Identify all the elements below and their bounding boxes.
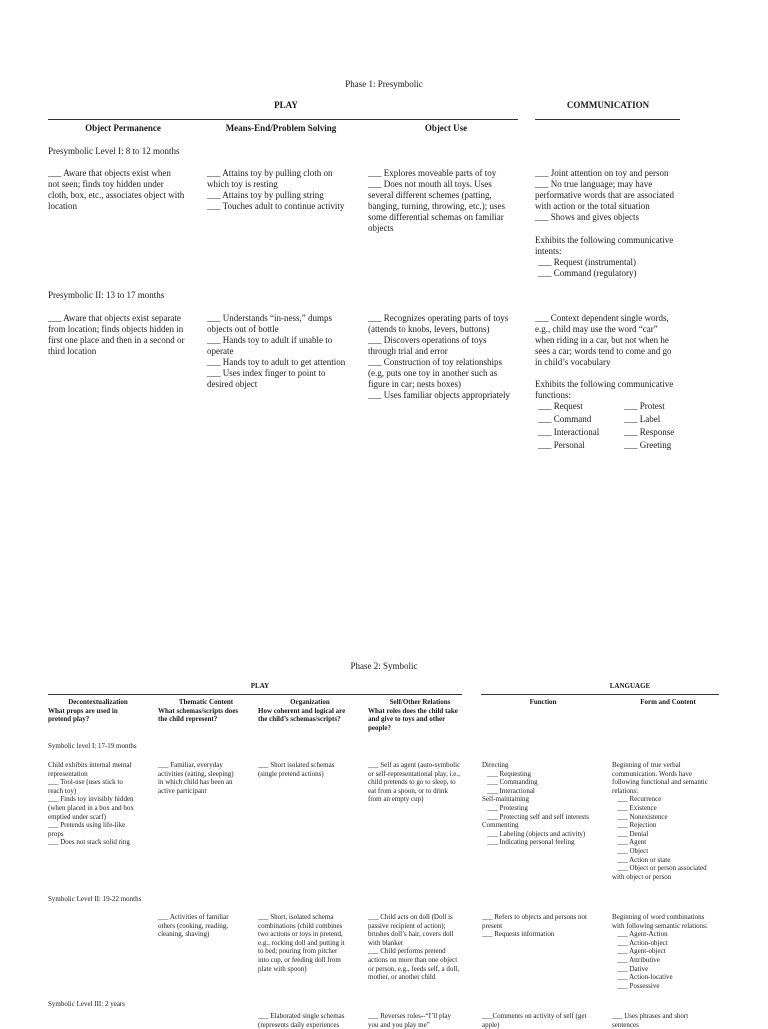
text-line: ___ Attains toy by pulling cloth on bbox=[207, 168, 333, 178]
text-line: communication. Words have bbox=[612, 769, 692, 778]
text-line: ___ Labeling (objects and activity) bbox=[482, 829, 586, 838]
function-checklist-item: ___ Label bbox=[624, 414, 661, 424]
col-head-function: Function bbox=[529, 698, 557, 706]
function-checklist-item: ___ Greeting bbox=[624, 440, 672, 450]
col-head-organization: Organization How coherent and logical are the child’s schemas/scripts? bbox=[258, 698, 366, 724]
text-line: ___ Object bbox=[612, 846, 649, 855]
text-line: combinations (child combines bbox=[258, 921, 343, 930]
text-line: ___ Activities of familiar bbox=[158, 913, 229, 921]
text-line: Exhibits the following communicative bbox=[535, 379, 674, 389]
text-line: ___ Uses phrases and short bbox=[612, 1012, 689, 1020]
text-line: ___ Denial bbox=[612, 829, 649, 838]
text-line: performative words that are associated bbox=[535, 190, 674, 200]
phase2-level1-form-content bbox=[612, 761, 732, 881]
phase1-level1-communication bbox=[535, 168, 695, 223]
text-line: ___ Command (regulatory) bbox=[538, 268, 637, 278]
phase1-level2-functions-intro bbox=[535, 379, 695, 401]
text-line: ___ Agent-object bbox=[612, 947, 666, 956]
text-line: pretend play? bbox=[48, 715, 90, 724]
text-line: sentences bbox=[612, 1020, 639, 1029]
text-line: first one place and then in a second or bbox=[48, 335, 185, 345]
text-line: you and you play me” bbox=[368, 1020, 430, 1029]
text-line: ___ Touches adult to continue activity bbox=[207, 201, 345, 211]
text-line: ___ Agent-Action bbox=[612, 930, 668, 939]
text-line: ___ Finds toy invisibly hidden bbox=[48, 795, 134, 804]
text-line: Beginning of true verbal bbox=[612, 761, 681, 769]
text-line: ___ Attains toy by pulling string bbox=[207, 190, 324, 200]
phase2-level3-form-content bbox=[612, 1012, 732, 1029]
text-line: ___ Action-locative bbox=[612, 973, 673, 982]
phase2-play-rule bbox=[48, 694, 462, 695]
text-line: ___ Interactional bbox=[482, 786, 535, 795]
text-line: ___ Familiar, everyday bbox=[158, 761, 223, 769]
text-line: third location bbox=[48, 346, 97, 356]
phase1-level2-label: Presymbolic II: 13 to 17 months bbox=[48, 290, 165, 300]
text-line: brushes doll’s hair, covers doll bbox=[368, 930, 454, 939]
text-line: when riding in a car, but not when he bbox=[535, 335, 669, 345]
text-line: props bbox=[48, 829, 64, 838]
function-checklist-item: ___ Protest bbox=[624, 401, 665, 411]
text-line: with object or person bbox=[612, 872, 672, 881]
phase1-level1-object-use bbox=[368, 168, 528, 234]
text-line: others (cooking, reading, bbox=[158, 921, 228, 930]
function-checklist-item: ___ Request bbox=[538, 401, 583, 411]
phase2-level2-thematic-content bbox=[158, 913, 258, 939]
text-line: apple) bbox=[482, 1020, 500, 1029]
text-line: ___ Pretends using life-like bbox=[48, 821, 126, 830]
phase1-level1-intents bbox=[538, 257, 698, 279]
text-line: ___ Commanding bbox=[482, 778, 538, 787]
text-line: ___ Discovers operations of toys bbox=[368, 335, 487, 345]
text-line: the child’s schemas/scripts? bbox=[258, 715, 341, 724]
text-line: ___ Action or state bbox=[612, 855, 671, 864]
phase1-play-heading: PLAY bbox=[274, 100, 298, 110]
text-line: ___ Existence bbox=[612, 803, 657, 812]
text-line: ___ Action-object bbox=[612, 938, 668, 947]
text-line: Commenting bbox=[482, 821, 519, 830]
text-line: ___ Protecting self and self interests bbox=[482, 812, 589, 821]
col-head-form-and-content: Form and Content bbox=[640, 698, 696, 706]
text-line: objects bbox=[368, 223, 394, 233]
text-line: active participant bbox=[158, 786, 207, 795]
text-line: How coherent and logical are bbox=[258, 706, 346, 715]
text-line: sees a car; words tend to come and go bbox=[535, 346, 672, 356]
text-line: ___ Requests information bbox=[482, 930, 555, 939]
text-line: ___ Protesting bbox=[482, 803, 528, 812]
text-line: not seen; finds toy hidden under bbox=[48, 179, 164, 189]
col-head-self-other-relations: Self/Other Relations What roles does the child take and give to toys and other people? bbox=[368, 698, 476, 732]
text-line: ___ Recognizes operating parts of toys bbox=[368, 313, 509, 323]
text-line: from location; finds objects hidden in bbox=[48, 324, 184, 334]
text-line: with following semantic relations: bbox=[612, 921, 708, 930]
phase1-level2-object-use bbox=[368, 313, 528, 401]
text-line: ___ Agent bbox=[612, 838, 647, 847]
text-line: ___ Aware that objects exist when bbox=[48, 168, 171, 178]
text-line: two actions or toys in pretend, bbox=[258, 930, 343, 939]
function-checklist-item: ___ Command bbox=[538, 414, 592, 424]
text-line: relations: bbox=[612, 786, 639, 795]
text-line: ___ Short isolated schemas bbox=[258, 761, 335, 769]
text-line: ___Comments on activity of self (get bbox=[482, 1012, 587, 1020]
text-line: (represents daily experiences bbox=[258, 1020, 340, 1029]
text-line: ___ Request (instrumental) bbox=[538, 257, 636, 267]
function-checklist-item: ___ Personal bbox=[538, 440, 585, 450]
phase2-language-rule bbox=[481, 694, 719, 695]
col-head-object-permanence: Object Permanence bbox=[85, 123, 161, 133]
text-line: operate bbox=[207, 346, 234, 356]
text-line: ___ Joint attention on toy and person bbox=[535, 168, 669, 178]
phase1-level2-functions bbox=[538, 401, 704, 451]
text-line: Exhibits the following communicative bbox=[535, 235, 674, 245]
text-line: activities (eating, sleeping) bbox=[158, 769, 234, 778]
phase1-communication-rule bbox=[535, 119, 680, 120]
text-line: from an empty cup) bbox=[368, 795, 424, 804]
text-line: ___ Rejection bbox=[612, 821, 657, 830]
text-line: ___ Uses familiar objects appropriately bbox=[368, 390, 510, 400]
text-line: or person, e.g., feeds self, a doll, bbox=[368, 964, 459, 973]
phase2-level2-organization bbox=[258, 913, 366, 973]
phase2-level1-thematic-content bbox=[158, 761, 258, 795]
text-line: figure in car; nests boxes) bbox=[368, 379, 461, 389]
text-line: ___ Elaborated single schemas bbox=[258, 1012, 345, 1020]
text-line: with action or the total situation bbox=[535, 201, 650, 211]
text-line: Self-maintaining bbox=[482, 795, 530, 804]
text-line: (attends to knobs, levers, buttons) bbox=[368, 324, 490, 334]
col-head-thematic-content: Thematic Content What schemas/scripts does the child represent? bbox=[158, 698, 258, 724]
phase2-level1-decontextualization bbox=[48, 761, 156, 847]
text-line: ___ Reverses roles--“I’ll play bbox=[368, 1012, 451, 1020]
text-line: ___ Child acts on doll (Doll is bbox=[368, 913, 453, 921]
text-line: ___ Hands toy to adult if unable to bbox=[207, 335, 333, 345]
text-line: What props are used in bbox=[48, 706, 118, 715]
text-line: ___ Understands “in-ness,” dumps bbox=[207, 313, 332, 323]
text-line: (single pretend actions) bbox=[258, 769, 324, 778]
text-line: some differential schemas on familiar bbox=[368, 212, 504, 222]
text-line: ___ Requesting bbox=[482, 769, 531, 778]
phase2-level2-self-other bbox=[368, 913, 478, 982]
text-line: mother, or another child bbox=[368, 973, 436, 982]
text-line: ___ Aware that objects exist separate bbox=[48, 313, 181, 323]
phase1-level1-intents-intro bbox=[535, 235, 695, 257]
text-line: in which child has been an bbox=[158, 778, 233, 787]
phase2-level1-self-other bbox=[368, 761, 478, 804]
phase2-level1-label: Symbolic level I: 17-19 months bbox=[48, 742, 137, 750]
phase1-level1-means-end bbox=[207, 168, 362, 212]
phase2-level3-self-other bbox=[368, 1012, 478, 1029]
phase2-level2-function bbox=[482, 913, 610, 939]
text-line: several different schemes (patting, bbox=[368, 190, 492, 200]
text-line: ___ Tool-use (uses stick to bbox=[48, 778, 123, 787]
text-line: What roles does the child take bbox=[368, 706, 458, 715]
text-line: ___ Indicating personal feeling bbox=[482, 838, 575, 847]
text-line: ___ Refers to objects and persons not bbox=[482, 913, 587, 921]
text-line: ___ Self as agent (auto-symbolic bbox=[368, 761, 461, 769]
col-head-means-end: Means-End/Problem Solving bbox=[225, 123, 337, 133]
phase1-play-rule bbox=[48, 119, 518, 120]
text-line: which toy is resting bbox=[207, 179, 278, 189]
text-line: Beginning of word combinations bbox=[612, 913, 705, 921]
phase2-title: Phase 2: Symbolic bbox=[350, 661, 418, 671]
text-line: ___ Dative bbox=[612, 964, 649, 973]
text-line: ___ Context dependent single words, bbox=[535, 313, 669, 323]
phase2-level3-organization bbox=[258, 1012, 366, 1029]
text-line: to bed; pouring from pitcher bbox=[258, 947, 338, 956]
phase1-level1-object-permanence bbox=[48, 168, 203, 212]
text-line: desired object bbox=[207, 379, 258, 389]
phase1-communication-heading: COMMUNICATION bbox=[566, 100, 650, 110]
phase2-level3-label: Symbolic Level III: 2 years bbox=[48, 1000, 125, 1008]
text-line: e.g., child may use the word “car” bbox=[535, 324, 658, 334]
phase2-language-heading: LANGUAGE bbox=[609, 682, 651, 690]
text-line: objects out of bottle bbox=[207, 324, 279, 334]
text-line: in child’s vocabulary bbox=[535, 357, 611, 367]
phase2-level1-organization bbox=[258, 761, 366, 778]
text-line: ___ Recurrence bbox=[612, 795, 662, 804]
text-line: ___ Construction of toy relationships bbox=[368, 357, 502, 367]
phase1-title: Phase 1: Presymbolic bbox=[345, 79, 423, 89]
phase2-level2-label: Symbolic Level II: 19-22 months bbox=[48, 895, 142, 903]
text-line: ___ Attributive bbox=[612, 955, 660, 964]
text-line: ___ Child performs pretend bbox=[368, 947, 446, 956]
text-line: present bbox=[482, 921, 503, 930]
text-line: following functional and semantic bbox=[612, 778, 708, 787]
text-line: and give to toys and other bbox=[368, 715, 446, 724]
phase2-level2-form-content bbox=[612, 913, 732, 990]
phase1-level2-communication bbox=[535, 313, 695, 368]
text-line: the child represent? bbox=[158, 715, 218, 724]
phase2-level3-function bbox=[482, 1012, 610, 1029]
text-line: banging, turning, throwing, etc.); uses bbox=[368, 201, 505, 211]
text-line: cleaning, shaving) bbox=[158, 930, 210, 939]
phase1-level1-label: Presymbolic Level I: 8 to 12 months bbox=[48, 146, 180, 156]
col-head-object-use: Object Use bbox=[424, 123, 468, 133]
col-head-decontextualization: Decontextualization What props are used in pretend play? bbox=[48, 698, 158, 724]
function-checklist-item: ___ Interactional bbox=[538, 427, 600, 437]
text-line: location bbox=[48, 201, 77, 211]
text-line: Directing bbox=[482, 761, 509, 769]
text-line: (e.g, puts one toy in another such as bbox=[368, 368, 498, 378]
text-line: ___ Hands toy to adult to get attention bbox=[207, 357, 346, 367]
text-line: people? bbox=[368, 723, 391, 732]
text-line: ___ Short, isolated schema bbox=[258, 913, 334, 921]
text-line: into cup, or feeding doll from bbox=[258, 955, 341, 964]
text-line: What schemas/scripts does bbox=[158, 706, 239, 715]
text-line: e.g., rocking doll and putting it bbox=[258, 938, 345, 947]
text-line: ___ No true language; may have bbox=[535, 179, 653, 189]
text-line: emptied under scarf) bbox=[48, 812, 106, 821]
text-line: ___ Possessive bbox=[612, 981, 660, 990]
text-line: ___ Explores moveable parts of toy bbox=[368, 168, 497, 178]
text-line: ___ Does not mouth all toys. Uses bbox=[368, 179, 492, 189]
text-line: plate with spoon) bbox=[258, 964, 307, 973]
phase2-level1-function bbox=[482, 761, 610, 847]
text-line: representation bbox=[48, 769, 88, 778]
text-line: Child exhibits internal mental bbox=[48, 761, 132, 769]
text-line: actions on more than one object bbox=[368, 955, 458, 964]
text-line: (when placed in a box and box bbox=[48, 803, 134, 812]
text-line: or self-representational play, i.e., bbox=[368, 769, 460, 778]
text-line: ___ Shows and gives objects bbox=[535, 212, 639, 222]
text-line: ___ Does not stack solid ring bbox=[48, 838, 130, 847]
text-line: reach toy) bbox=[48, 786, 77, 795]
text-line: with blanket bbox=[368, 938, 403, 947]
phase2-play-heading: PLAY bbox=[250, 682, 270, 690]
phase1-level2-means-end bbox=[207, 313, 362, 390]
text-line: cloth, box, etc., associates object with bbox=[48, 190, 185, 200]
text-line: eat from a spoon, or to drink bbox=[368, 786, 448, 795]
function-checklist-item: ___ Response bbox=[624, 427, 675, 437]
text-line: through trial and error bbox=[368, 346, 448, 356]
phase1-level2-object-permanence bbox=[48, 313, 203, 357]
text-line: ___ Nonexistence bbox=[612, 812, 668, 821]
text-line: ___ Uses index finger to point to bbox=[207, 368, 326, 378]
text-line: passive recipient of action); bbox=[368, 921, 446, 930]
text-line: intents: bbox=[535, 246, 562, 256]
text-line: child pretends to go to sleep, to bbox=[368, 778, 456, 787]
text-line: ___ Object or person associated bbox=[612, 864, 707, 873]
text-line: functions: bbox=[535, 390, 571, 400]
